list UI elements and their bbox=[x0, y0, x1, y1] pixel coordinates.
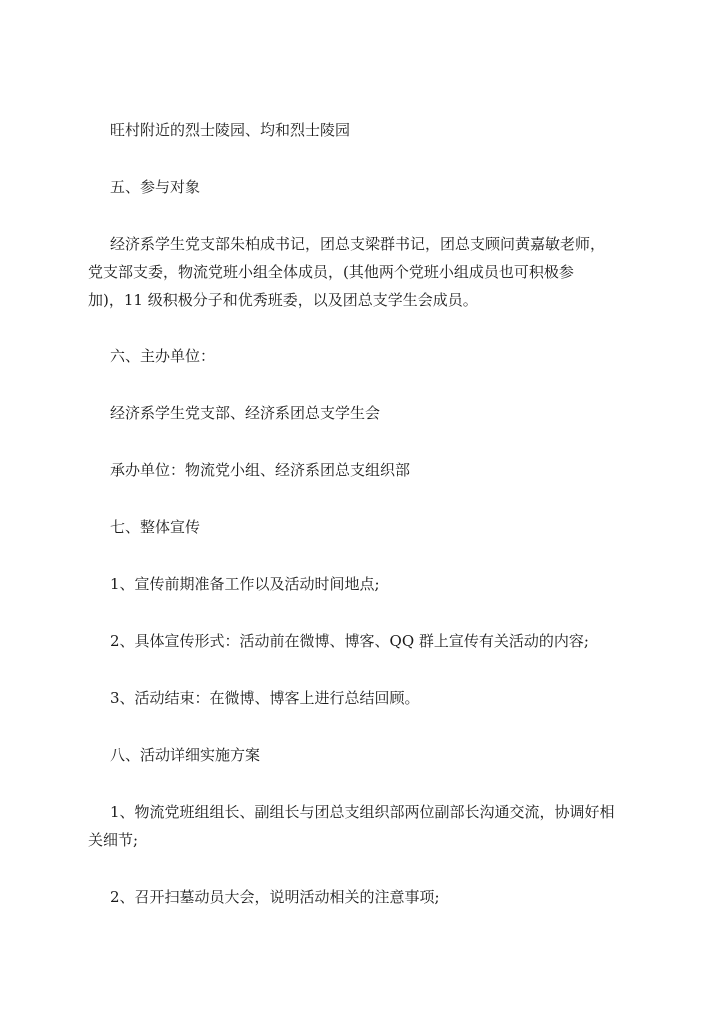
heading-text: 八、活动详细实施方案 bbox=[110, 746, 261, 764]
list-item-implementation-2 bbox=[110, 883, 610, 911]
paragraph-line: 1、物流党班组组长、副组长与团总支组织部两位副部长沟通交流，协调好相 bbox=[110, 803, 615, 821]
paragraph-co-organizer bbox=[110, 456, 610, 484]
paragraph-line: 旺村附近的烈士陵园、均和烈士陵园 bbox=[110, 121, 351, 139]
heading-participants bbox=[110, 173, 610, 201]
paragraph-line: 3、活动结束：在微博、博客上进行总结回顾。 bbox=[110, 689, 420, 707]
paragraph-organizer bbox=[110, 399, 610, 427]
list-item-publicity-3 bbox=[110, 684, 610, 712]
heading-text: 五、参与对象 bbox=[110, 178, 201, 196]
paragraph-line: 关细节; bbox=[88, 831, 139, 849]
paragraph-line: 加)，11 级积极分子和优秀班委，以及团总支学生会成员。 bbox=[88, 291, 478, 309]
paragraph-participants bbox=[88, 230, 610, 314]
paragraph-line: 经济系学生党支部、经济系团总支学生会 bbox=[110, 404, 381, 422]
paragraph-line: 1、宣传前期准备工作以及活动时间地点; bbox=[110, 575, 380, 593]
list-item-publicity-1 bbox=[110, 570, 610, 598]
paragraph-line: 承办单位：物流党小组、经济系团总支组织部 bbox=[110, 461, 411, 479]
heading-text: 六、主办单位： bbox=[110, 347, 216, 365]
paragraph-location bbox=[110, 116, 610, 144]
list-item-publicity-2 bbox=[110, 627, 610, 655]
paragraph-line: 党支部支委，物流党班小组全体成员，(其他两个党班小组成员也可积极参 bbox=[88, 263, 574, 281]
heading-text: 七、整体宣传 bbox=[110, 518, 201, 536]
paragraph-line: 经济系学生党支部朱柏成书记，团总支梁群书记，团总支顾问黄嘉敏老师， bbox=[110, 235, 606, 253]
paragraph-line: 2、召开扫墓动员大会，说明活动相关的注意事项; bbox=[110, 888, 440, 906]
paragraph-line: 2、具体宣传形式：活动前在微博、博客、QQ 群上宣传有关活动的内容; bbox=[110, 632, 589, 650]
list-item-implementation-1 bbox=[88, 798, 615, 854]
heading-organizer bbox=[110, 342, 610, 370]
heading-implementation bbox=[110, 741, 610, 769]
heading-publicity bbox=[110, 513, 610, 541]
